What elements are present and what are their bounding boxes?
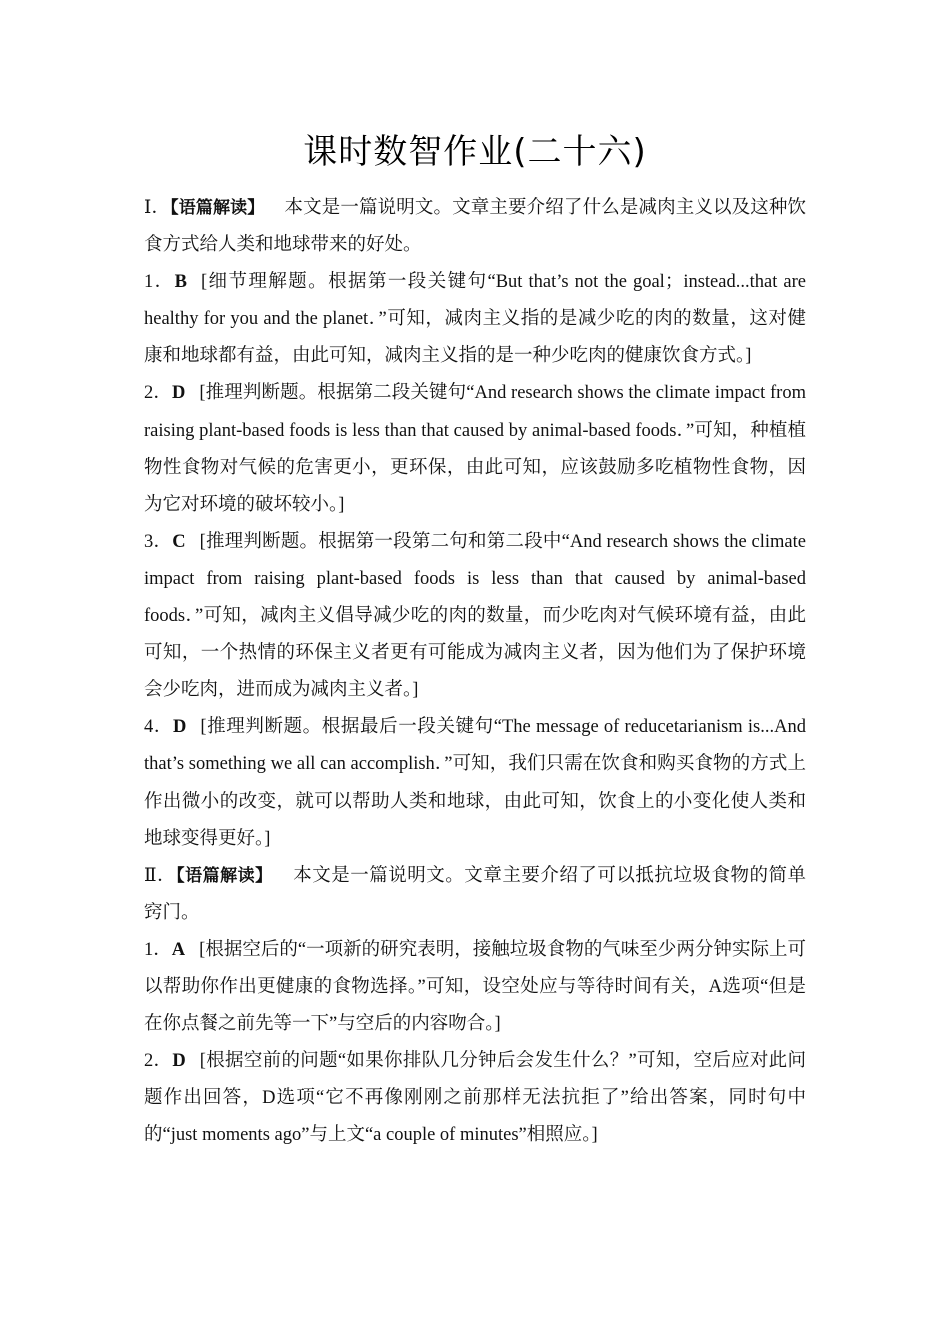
item-number: 2． <box>144 1051 173 1072</box>
answer-body <box>144 190 806 1154</box>
item-number: 1． <box>144 272 175 293</box>
section-2-item-1 <box>144 932 806 1043</box>
item-number: 1． <box>144 939 172 960</box>
item-number: 2． <box>144 383 172 404</box>
section-1-tag: 【语篇解读】 <box>170 198 265 218</box>
item-answer: D <box>172 1051 186 1072</box>
item-answer: A <box>171 939 186 960</box>
item-explanation: [推理判断题。根据第二段关键句“And research shows the climate impact from raising plant-based foods is less than that caused by animal-based foods．”可知，种植植物性食物对气候的危害更小，更环保，由此可知，应该鼓励多吃植物性食物，因为它对环境的破坏较小。] <box>144 383 806 515</box>
section-2-roman: Ⅱ． <box>144 865 177 886</box>
section-1-item-4 <box>144 709 806 857</box>
item-number: 3． <box>144 531 173 552</box>
item-explanation: [细节理解题。根据第一段关键句“But that’s not the goal；instead...that are healthy for you and the planet．”可知，减肉主义指的是减少吃的肉的数量，这对健康和地球都有益，由此可知，减肉主义指的是一种少吃肉的健康饮食方式。] <box>144 272 806 367</box>
section-2-intro <box>144 858 806 932</box>
section-2-item-2 <box>144 1043 806 1154</box>
section-1-item-3 <box>144 524 806 709</box>
section-1-roman: Ⅰ． <box>144 198 171 218</box>
section-1-summary: 本文是一篇说明文。文章主要介绍了什么是减肉主义以及这种饮食方式给人类和地球带来的好处。 <box>144 198 806 256</box>
item-number: 4． <box>144 717 173 738</box>
item-answer: D <box>172 717 187 738</box>
item-explanation: [根据空前的问题“如果你排队几分钟后会发生什么？”可知，空后应对此问题作出回答，D选项“它不再像刚刚之前那样无法抗拒了”给出答案，同时句中的“just moments ago”与上文“a couple of minutes”相照应。] <box>144 1051 806 1146</box>
item-explanation: [推理判断题。根据第一段第二句和第二段中“And research shows the climate impact from raising plant-based foods is less than that caused by animal-based foods．”可知，减肉主义倡导减少吃的肉的数量，而少吃肉对气候环境有益，由此可知，一个热情的环保主义者更有可能成为减肉主义者，因为他们为了保护环境会少吃肉，进而成为减肉主义者。] <box>144 531 806 701</box>
section-1-intro <box>144 190 806 264</box>
section-2-summary: 本文是一篇说明文。文章主要介绍了可以抵抗垃圾食物的简单窍门。 <box>144 865 807 923</box>
section-1-item-2 <box>144 375 806 523</box>
item-explanation: [推理判断题。根据最后一段关键句“The message of reducetarianism is...And that’s something we all can accomplish．”可知，我们只需在饮食和购买食物的方式上作出微小的改变，就可以帮助人类和地球，由此可知，饮食上的小变化使人类和地球变得更好。] <box>144 717 806 849</box>
item-explanation: [根据空后的“一项新的研究表明，接触垃圾食物的气味至少两分钟实际上可以帮助你作出更健康的食物选择。”可知，设空处应与等待时间有关，A选项“但是在你点餐之前先等一下”与空后的内容吻合。] <box>144 939 806 1035</box>
item-answer: C <box>172 531 186 552</box>
page-title: 课时数智作业(二十六) <box>303 132 647 172</box>
item-answer: B <box>174 272 187 293</box>
section-1-item-1 <box>144 264 806 375</box>
item-answer: D <box>171 383 186 404</box>
section-2-tag: 【语篇解读】 <box>176 865 273 886</box>
